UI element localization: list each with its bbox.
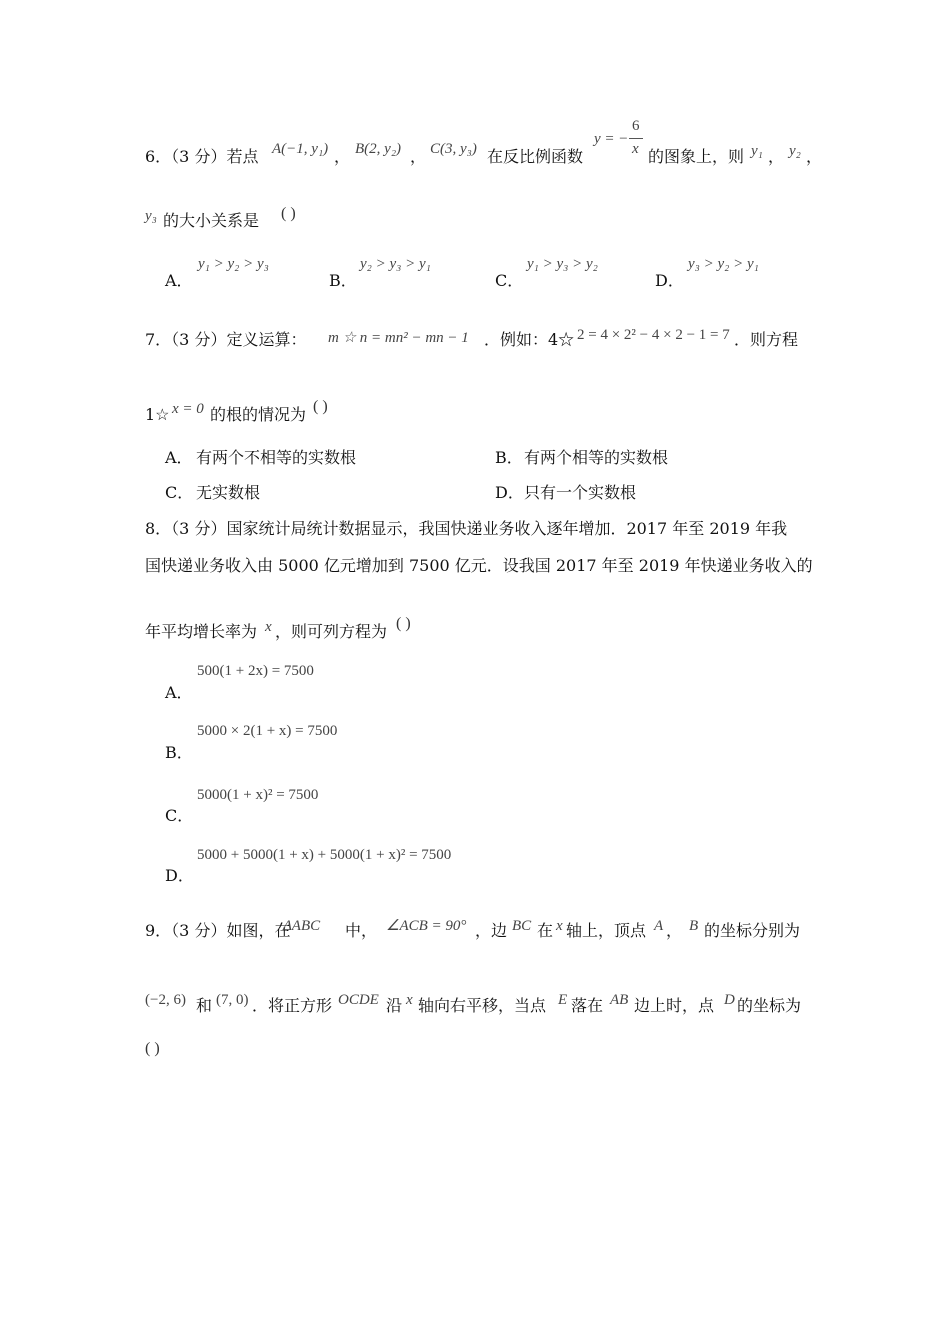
q7-example: 2 = 4 × 2² − 4 × 2 − 1 = 7 — [577, 327, 730, 343]
q7-tail: ．则方程 — [734, 330, 799, 349]
q9-text: 轴向右平移，当点 — [418, 996, 547, 1015]
q9-d: D — [724, 992, 735, 1008]
q9-answer-paren: ( ) — [145, 1040, 160, 1057]
q8-line3-a: 年平均增长率为 — [145, 622, 258, 641]
q9-triangle: ΔABC — [283, 918, 321, 934]
q8-line1: 8．（3 分）国家统计局统计数据显示，我国快递业务收入逐年增加．2017 年至 2019 年我 — [145, 519, 788, 538]
q9-text: 和 — [196, 996, 213, 1015]
q9-e: E — [558, 992, 568, 1008]
q9-text: 中， — [345, 921, 378, 940]
q9-ab: AB — [610, 992, 629, 1008]
q7-line2-b: 的根的情况为 — [210, 405, 307, 424]
q6-sep1: ， — [334, 147, 351, 166]
q9-text: ．将正方形 — [252, 996, 333, 1015]
q6-sep4: ， — [806, 147, 823, 166]
q6-y3: y₃ — [145, 208, 157, 224]
q7-line2-a: 1☆ — [145, 405, 170, 424]
q9-text: 边上时，点 — [634, 996, 715, 1015]
q6-sep2: ， — [410, 147, 427, 166]
q6-point-b: B(2, y₂) — [355, 141, 402, 157]
q6-sep3: ， — [768, 147, 785, 166]
q9-text: 在 — [537, 921, 554, 940]
q8-answer-paren: ( ) — [396, 615, 411, 632]
q9-lead: 9．（3 分）如图，在 — [145, 921, 291, 940]
q9-angle: ∠ACB = 90° — [386, 918, 467, 934]
q6-func-numerator: 6 — [632, 118, 640, 134]
q9-bc: BC — [512, 918, 532, 934]
q6-tail: 的图象上，则 — [648, 147, 745, 166]
q6-y1: y₁ — [751, 143, 763, 159]
q6-y2: y₂ — [789, 143, 801, 159]
q6-func-denominator: x — [632, 141, 639, 157]
q6-func-lhs: y = − — [594, 131, 629, 147]
q9-text: ， — [666, 921, 683, 940]
fraction-bar — [629, 138, 643, 139]
q9-text: 轴上，顶点 — [566, 921, 647, 940]
q7-line2-math: x = 0 — [172, 401, 204, 417]
q9-square: OCDE — [338, 992, 379, 1008]
q9-x2: x — [406, 992, 413, 1008]
q9-b: B — [689, 918, 699, 934]
q6-answer-paren: ( ) — [281, 205, 296, 222]
q6-mid: 在反比例函数 — [487, 147, 584, 166]
q8-line2: 国快递业务收入由 5000 亿元增加到 7500 亿元．设我国 2017 年至 2019 年快递业务收入的 — [145, 556, 813, 575]
q9-text: ，边 — [475, 921, 508, 940]
q9-coord-b: (7, 0) — [216, 992, 249, 1008]
q8-line3-b: ，则可列方程为 — [275, 622, 388, 641]
q9-text: 的坐标分别为 — [704, 921, 801, 940]
q8-line3-x: x — [265, 619, 272, 635]
q7-definition: m ☆ n = mn² − mn − 1 — [328, 330, 469, 346]
q9-text: 沿 — [386, 996, 403, 1015]
q6-point-a: A(−1, y₁) — [272, 141, 329, 157]
q9-coord-a: (−2, 6) — [145, 992, 186, 1008]
q9-text: 的坐标为 — [737, 996, 802, 1015]
q6-lead: 6．（3 分）若点 — [145, 147, 259, 166]
q6-line2: 的大小关系是 — [163, 211, 260, 230]
q7-answer-paren: ( ) — [313, 398, 328, 415]
q9-x: x — [556, 918, 563, 934]
q7-lead: 7．（3 分）定义运算： — [145, 330, 307, 349]
q9-text: 落在 — [571, 996, 604, 1015]
q6-point-c: C(3, y₃) — [430, 141, 477, 157]
q9-a: A — [654, 918, 664, 934]
q7-mid: ．例如：4☆ — [484, 330, 575, 349]
